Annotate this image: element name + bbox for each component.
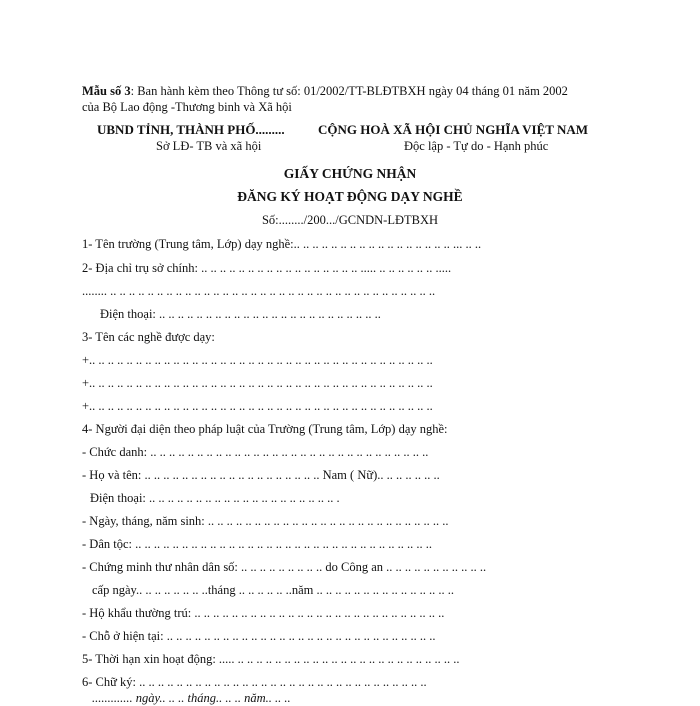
field-operation-period: 5- Thời hạn xin hoạt động: ..... .. .. .. .. .. .. .. .. .. .. .. .. .. .. .. .. .. .. .. .. .. .. .. .. [82, 652, 460, 666]
field-full-name: - Họ và tên: .. .. .. .. .. .. .. .. .. .. .. .. .. .. .. .. .. .. .. Nam ( Nữ).. .. .. .. .. .. .. [82, 468, 440, 482]
field-signature: 6- Chữ ký: .. .. .. .. .. .. .. .. .. .. .. .. .. .. .. .. .. .. .. .. .. .. .. .. .. .. .. .. .. .. .. [82, 675, 427, 689]
form-reference-line [82, 83, 568, 99]
field-signature-date: ............. ngày.. .. .. tháng.. .. .. năm.. .. .. [92, 691, 291, 705]
document-title: GIẤY CHỨNG NHẬN [283, 166, 417, 181]
field-rep-phone: Điện thoại: .. .. .. .. .. .. .. .. .. .. .. .. .. .. .. .. .. .. .. .. . [90, 491, 340, 505]
field-trade-3: +.. .. .. .. .. .. .. .. .. .. .. .. .. .. .. .. .. .. .. .. .. .. .. .. .. .. .. .. .. .. .. .. .. .. .. .. .. [82, 399, 433, 413]
country-name: CỘNG HOÀ XÃ HỘI CHỦ NGHĨA VIỆT NAM [318, 122, 589, 137]
field-current-address: - Chỗ ở hiện tại: .. .. .. .. .. .. .. .. .. .. .. .. .. .. .. .. .. .. .. .. .. .. .. .. .. .. .. .. .. [82, 629, 436, 643]
field-id-number: - Chứng minh thư nhân dân số: .. .. .. .. .. .. .. .. .. do Công an .. .. .. .. .. .. .. .. .. .. .. [82, 560, 487, 574]
left-department: Sở LĐ- TB và xã hội [156, 139, 262, 153]
field-date-of-birth: - Ngày, tháng, năm sinh: .. .. .. .. .. .. .. .. .. .. .. .. .. .. .. .. .. .. .. .. .. .. .. .. .. .. [82, 514, 449, 528]
section-trades-taught: 3- Tên các nghề được dạy: [82, 330, 215, 344]
document-number: Số:......../200.../GCNDN-LĐTBXH [261, 213, 439, 227]
field-trade-1: +.. .. .. .. .. .. .. .. .. .. .. .. .. .. .. .. .. .. .. .. .. .. .. .. .. .. .. .. .. .. .. .. .. .. .. .. .. [82, 353, 433, 367]
field-address-continued: ........ .. .. .. .. .. .. .. .. .. .. .. .. .. .. .. .. .. .. .. .. .. .. .. .. .. .. .. .. .. .. .. .. .. .. .. [82, 284, 436, 298]
left-org-name: UBND TỈNH, THÀNH PHỐ......... [97, 122, 285, 137]
field-trade-2: +.. .. .. .. .. .. .. .. .. .. .. .. .. .. .. .. .. .. .. .. .. .. .. .. .. .. .. .. .. .. .. .. .. .. .. .. .. [82, 376, 433, 390]
field-school-name: 1- Tên trường (Trung tâm, Lớp) dạy nghề:.. .. .. .. .. .. .. .. .. .. .. .. .. .. .. .. .. ... .. .. [82, 237, 482, 251]
national-motto: Độc lập - Tự do - Hạnh phúc [404, 139, 549, 153]
field-permanent-address: - Hộ khẩu thường trú: .. .. .. .. .. .. .. .. .. .. .. .. .. .. .. .. .. .. .. .. .. .. .. .. .. .. .. [82, 606, 445, 620]
field-id-issue-date: cấp ngày.. .. .. .. .. .. .. ..tháng .. .. .. .. .. ..năm .. .. .. .. .. .. .. .. .. .. .. .. .. .. .. [92, 583, 454, 597]
document-subtitle: ĐĂNG KÝ HOẠT ĐỘNG DẠY NGHỀ [237, 189, 463, 204]
field-position: - Chức danh: .. .. .. .. .. .. .. .. .. .. .. .. .. .. .. .. .. .. .. .. .. .. .. .. .. .. .. .. .. .. [82, 445, 429, 459]
section-legal-representative: 4- Người đại diện theo pháp luật của Trường (Trung tâm, Lớp) dạy nghề: [82, 422, 448, 436]
field-school-phone: Điện thoại: .. .. .. .. .. .. .. .. .. .. .. .. .. .. .. .. .. .. .. .. .. .. .. .. [100, 307, 381, 321]
form-reference-text: : Ban hành kèm theo Thông tư số: 01/2002/TT-BLĐTBXH ngày 04 tháng 01 năm 2002 [130, 84, 568, 98]
form-label: Mẫu số 3 [82, 84, 131, 98]
form-reference-line-2: của Bộ Lao động -Thương binh và Xã hội [82, 100, 292, 114]
field-main-address: 2- Địa chỉ trụ sở chính: .. .. .. .. .. .. .. .. .. .. .. .. .. .. .. .. .. ..... .. .. .. .. .. .. ..... [82, 261, 452, 275]
field-ethnicity: - Dân tộc: .. .. .. .. .. .. .. .. .. .. .. .. .. .. .. .. .. .. .. .. .. .. .. .. .. .. .. .. .. .. .. .. [82, 537, 432, 551]
